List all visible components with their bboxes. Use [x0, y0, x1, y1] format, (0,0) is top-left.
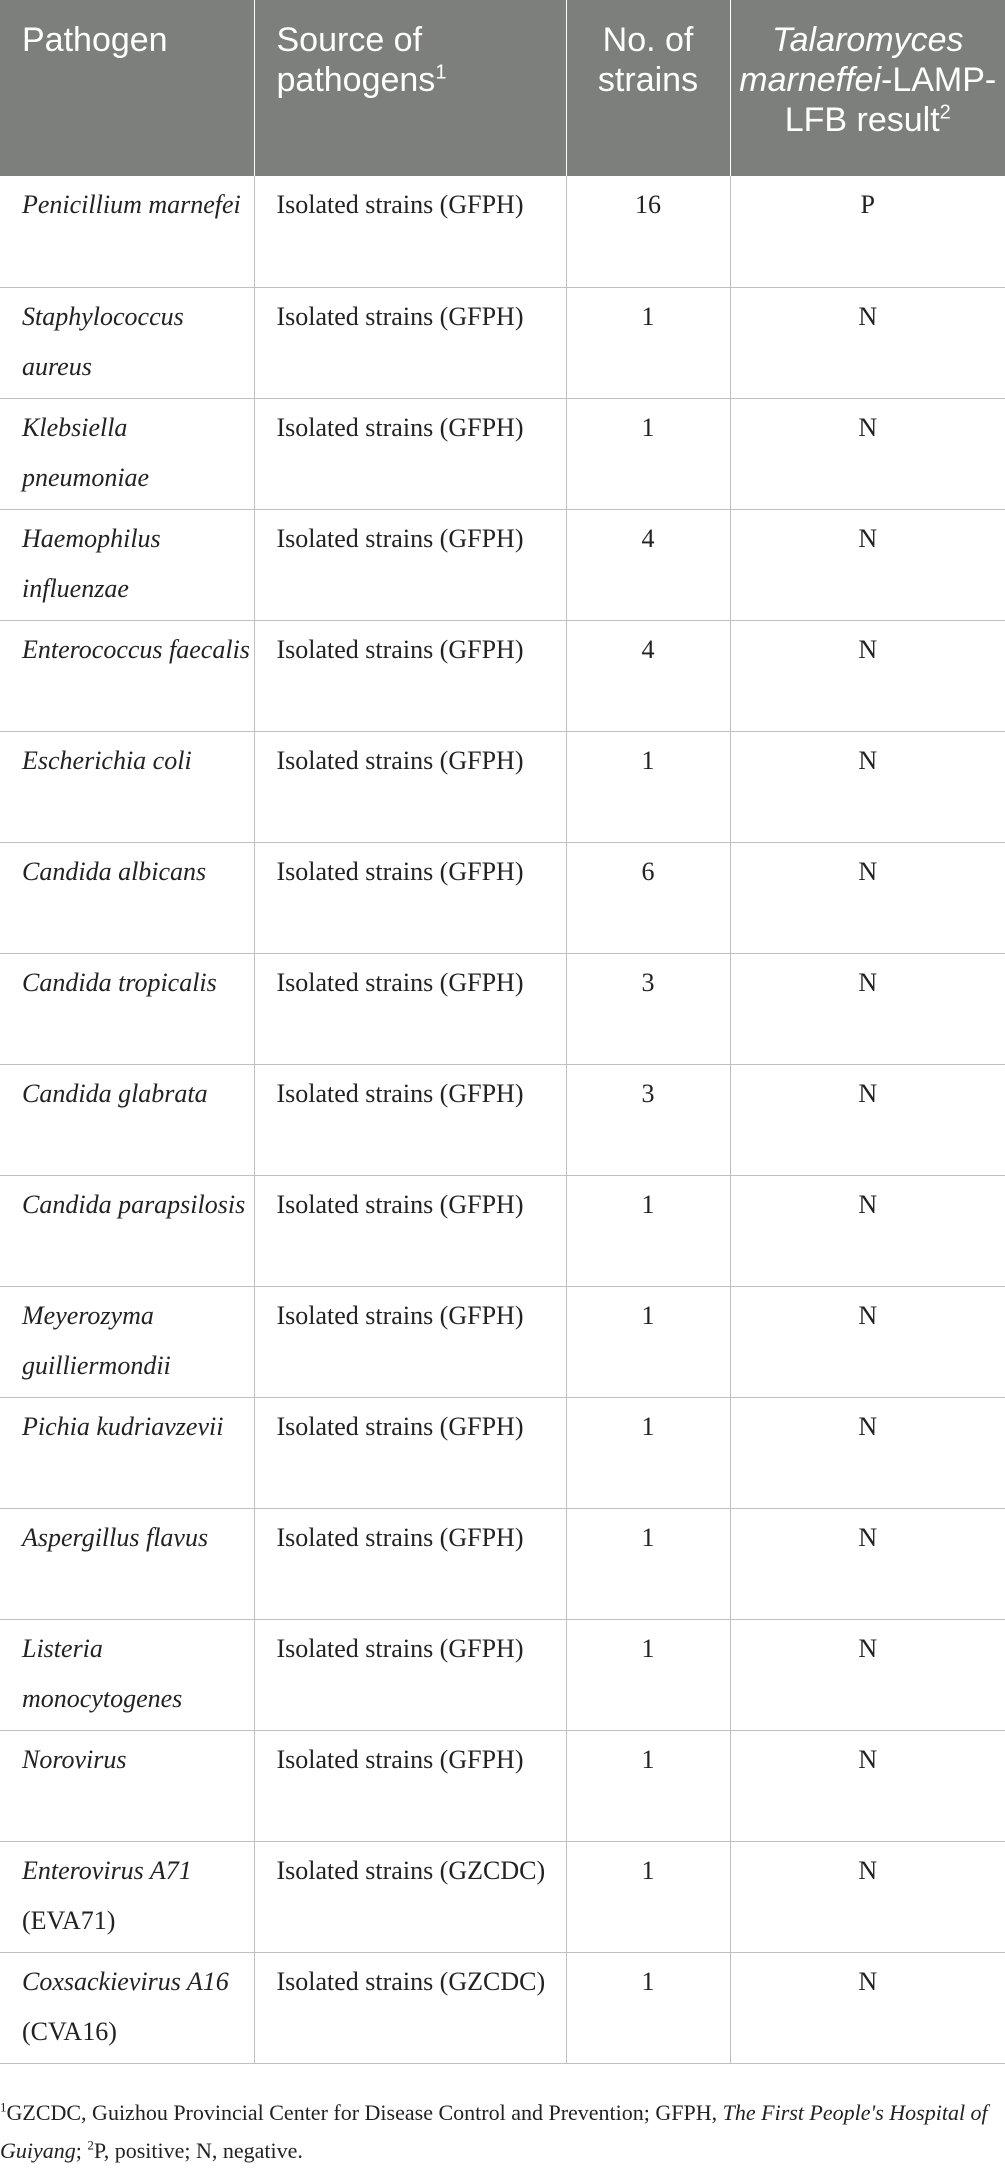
header-result-label: -LAMP-LFB result	[784, 61, 997, 139]
pathogen-name: Pichia kudriavzevii	[22, 1411, 224, 1441]
cell-strain-count: 1	[566, 1175, 730, 1286]
cell-result: N	[730, 1508, 1005, 1619]
header-source-footnote-mark: 1	[435, 61, 447, 84]
cell-strain-count: 1	[566, 1619, 730, 1730]
cell-strain-count: 1	[566, 1397, 730, 1508]
pathogen-name: Coxsackievirus A16	[22, 1966, 229, 1996]
cell-pathogen	[0, 509, 254, 620]
table-body	[0, 176, 1005, 2063]
cell-result: N	[730, 1841, 1005, 1952]
cell-pathogen	[0, 731, 254, 842]
table-row	[0, 620, 1005, 731]
cell-result: N	[730, 509, 1005, 620]
footnote-mark-2: 2	[87, 2137, 94, 2153]
pathogen-abbreviation: (EVA71)	[22, 1905, 116, 1935]
cell-result: N	[730, 1175, 1005, 1286]
table-row	[0, 1619, 1005, 1730]
cell-result: N	[730, 398, 1005, 509]
header-strains-label: No. of strains	[597, 21, 699, 99]
cell-source: Isolated strains (GZCDC)	[254, 1952, 566, 2063]
pathogen-name: Enterococcus faecalis	[22, 634, 250, 664]
header-source-label: Source of pathogens	[276, 21, 436, 99]
cell-strain-count: 4	[566, 509, 730, 620]
cell-result: N	[730, 953, 1005, 1064]
header-row	[0, 0, 1005, 176]
cell-pathogen	[0, 1841, 254, 1952]
header-result	[730, 0, 1005, 176]
cell-pathogen	[0, 1286, 254, 1397]
cell-strain-count: 1	[566, 1286, 730, 1397]
cell-strain-count: 1	[566, 398, 730, 509]
cell-result: N	[730, 287, 1005, 398]
cell-strain-count: 1	[566, 1841, 730, 1952]
table-header	[0, 0, 1005, 176]
cell-strain-count: 1	[566, 287, 730, 398]
cell-source: Isolated strains (GFPH)	[254, 1064, 566, 1175]
table-row	[0, 1175, 1005, 1286]
table-row	[0, 1952, 1005, 2063]
footnote-text-2: ;	[75, 2138, 82, 2163]
cell-pathogen	[0, 398, 254, 509]
cell-result: P	[730, 176, 1005, 287]
cell-source: Isolated strains (GFPH)	[254, 1730, 566, 1841]
cell-pathogen	[0, 1952, 254, 2063]
cell-source: Isolated strains (GFPH)	[254, 509, 566, 620]
table-row	[0, 1397, 1005, 1508]
pathogen-name: Candida parapsilosis	[22, 1189, 246, 1219]
cell-strain-count: 16	[566, 176, 730, 287]
cell-source: Isolated strains (GZCDC)	[254, 1841, 566, 1952]
pathogen-name: Escherichia coli	[22, 745, 192, 775]
cell-source: Isolated strains (GFPH)	[254, 287, 566, 398]
pathogen-name: Haemophilus influenzae	[22, 523, 161, 603]
pathogen-abbreviation: (CVA16)	[22, 2016, 117, 2046]
cell-pathogen	[0, 1619, 254, 1730]
table-row	[0, 731, 1005, 842]
header-source	[254, 0, 566, 176]
cell-source: Isolated strains (GFPH)	[254, 731, 566, 842]
table-row	[0, 398, 1005, 509]
cell-strain-count: 1	[566, 1730, 730, 1841]
table-row	[0, 176, 1005, 287]
cell-strain-count: 3	[566, 1064, 730, 1175]
pathogen-name: Candida tropicalis	[22, 967, 217, 997]
pathogen-name: Meyerozyma guilliermondii	[22, 1300, 171, 1380]
cell-pathogen	[0, 842, 254, 953]
cell-pathogen	[0, 1730, 254, 1841]
cell-source: Isolated strains (GFPH)	[254, 1286, 566, 1397]
table-row	[0, 1286, 1005, 1397]
table-row	[0, 1841, 1005, 1952]
table-row	[0, 287, 1005, 398]
cell-strain-count: 3	[566, 953, 730, 1064]
cell-strain-count: 6	[566, 842, 730, 953]
header-pathogen-label: Pathogen	[22, 21, 168, 59]
cell-result: N	[730, 620, 1005, 731]
cell-result: N	[730, 1064, 1005, 1175]
pathogen-name: Aspergillus flavus	[22, 1522, 209, 1552]
cell-pathogen	[0, 620, 254, 731]
cell-source: Isolated strains (GFPH)	[254, 1175, 566, 1286]
header-result-organism: Talaromyces marneffei	[739, 21, 964, 99]
cell-result: N	[730, 1286, 1005, 1397]
cell-pathogen	[0, 1175, 254, 1286]
cell-strain-count: 4	[566, 620, 730, 731]
table-row	[0, 842, 1005, 953]
pathogen-name: Listeria monocytogenes	[22, 1633, 183, 1713]
cell-strain-count: 1	[566, 731, 730, 842]
cell-pathogen	[0, 287, 254, 398]
footnote-mark-1: 1	[0, 2099, 7, 2115]
cell-pathogen	[0, 1508, 254, 1619]
cell-pathogen	[0, 1064, 254, 1175]
cell-source: Isolated strains (GFPH)	[254, 176, 566, 287]
pathogen-name: Norovirus	[22, 1744, 127, 1774]
pathogen-name: Candida albicans	[22, 856, 207, 886]
header-strains	[566, 0, 730, 176]
cell-source: Isolated strains (GFPH)	[254, 398, 566, 509]
cell-source: Isolated strains (GFPH)	[254, 953, 566, 1064]
header-result-footnote-mark: 2	[939, 101, 951, 124]
cell-result: N	[730, 1730, 1005, 1841]
cell-result: N	[730, 1952, 1005, 2063]
table-row	[0, 509, 1005, 620]
cell-source: Isolated strains (GFPH)	[254, 620, 566, 731]
footnote-text-1: GZCDC, Guizhou Provincial Center for Disease Control and Prevention; GFPH,	[6, 2100, 718, 2125]
cell-result: N	[730, 731, 1005, 842]
cell-source: Isolated strains (GFPH)	[254, 842, 566, 953]
footnote-text-3: P, positive; N, negative.	[93, 2138, 303, 2163]
cell-pathogen	[0, 1397, 254, 1508]
cell-pathogen	[0, 953, 254, 1064]
table-row	[0, 1730, 1005, 1841]
footnote-hospital-name: The First People's Hospital of Guiyang	[0, 2100, 988, 2163]
pathogen-name: Klebsiella pneumoniae	[22, 412, 150, 492]
cell-result: N	[730, 1397, 1005, 1508]
pathogen-name: Candida glabrata	[22, 1078, 208, 1108]
table-row	[0, 1508, 1005, 1619]
cell-source: Isolated strains (GFPH)	[254, 1619, 566, 1730]
cell-source: Isolated strains (GFPH)	[254, 1397, 566, 1508]
cell-source: Isolated strains (GFPH)	[254, 1508, 566, 1619]
table-row	[0, 1064, 1005, 1175]
cell-result: N	[730, 1619, 1005, 1730]
header-pathogen	[0, 0, 254, 176]
table-row	[0, 953, 1005, 1064]
cell-strain-count: 1	[566, 1952, 730, 2063]
pathogen-name: Enterovirus A71	[22, 1855, 192, 1885]
table-footnote	[0, 2094, 1000, 2170]
pathogen-name: Penicillium marnefei	[22, 190, 241, 219]
pathogen-name: Staphylococcus aureus	[22, 301, 184, 381]
cell-result: N	[730, 842, 1005, 953]
cell-pathogen	[0, 176, 254, 287]
cell-strain-count: 1	[566, 1508, 730, 1619]
